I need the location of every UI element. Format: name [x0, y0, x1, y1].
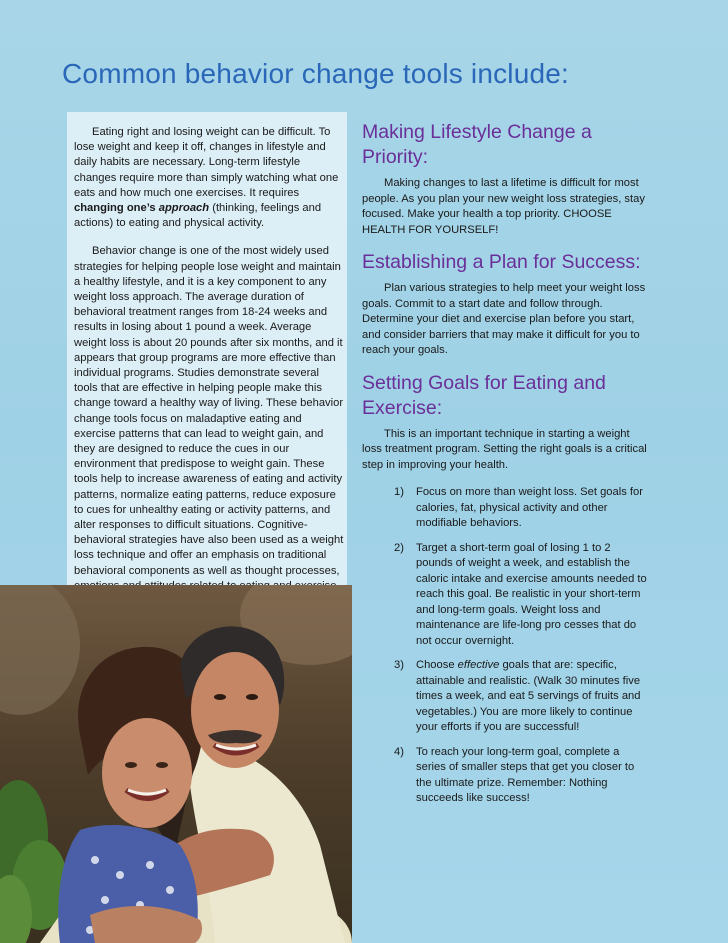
goal-item [362, 485, 647, 532]
goal-number: 3) [394, 659, 404, 671]
goal-number: 1) [394, 486, 404, 498]
heading-setting-goals: Setting Goals for Eating and Exercise: [362, 371, 606, 419]
couple-illustration [0, 585, 352, 943]
goal-item [362, 541, 647, 650]
page-title: Common behavior change tools include: [62, 58, 570, 89]
intro-paragraph [74, 125, 344, 231]
goal-text: To reach your long-term goal, complete a series of smaller steps that get you closer to the ultimate prize. Remember: Nothing succeeds like success! [416, 745, 635, 804]
intro-text-end: (thinking, feelings and actions) to eating and physical activity. [74, 202, 322, 230]
body-lifestyle-priority: Making changes to last a lifetime is difficult for most people. As you plan your new weight loss strategies, stay focused. Make your health a top priority. CHOOSE HEALTH FOR YOURSELF! [362, 177, 645, 236]
couple-photo [0, 585, 352, 943]
left-column [74, 125, 344, 622]
heading-lifestyle-priority: Making Lifestyle Change a Priority: [362, 121, 592, 168]
body-setting-goals: This is an important technique in starting a weight loss treatment program. Setting the right goals is a critical step in improving your health. [362, 427, 647, 471]
goal-text: Target a short-term goal of losing 1 to 2 pounds of weight a week, and establish the caloric intake and exercise amounts needed to reach this goal. Be realistic in your short-term and long-term goals. Weight loss and maintenance are life-long pro cesses that do not occur overnight. [416, 541, 647, 647]
right-column [362, 120, 647, 816]
body-plan-success: Plan various strategies to help meet your weight loss goals. Commit to a start date and follow through. Determine your diet and exercise plan before you start, and consider barriers that may make it difficult for you to reach your goals. [362, 282, 646, 356]
goal-item [362, 745, 647, 807]
goal-number: 4) [394, 745, 404, 758]
goal-text: Focus on more than weight loss. Set goals for calories, fat, physical activity and other modifiable behaviors. [416, 486, 643, 529]
intro-bold-phrase: changing one’s [74, 202, 159, 215]
heading-plan-success: Establishing a Plan for Success: [362, 251, 641, 273]
goal-item [362, 658, 647, 736]
goal-text-start: Choose [416, 659, 458, 671]
goal-list [362, 485, 647, 807]
intro-bold-italic-word: approach [158, 202, 210, 215]
goal-text-end: goals that are: specific, attainable and realistic. (Walk 30 minutes five times a week, and eat 5 servings of fruits and vegetables.) You are more likely to continue your efforts if you are successful! [416, 659, 641, 733]
goal-number: 2) [394, 541, 404, 554]
intro-text-start: Eating right and losing weight can be difficult. To lose weight and keep it off, changes in lifestyle and daily habits are necessary. Long-term lifestyle changes require more than simply watching what one eats and how much one exercises. It requires [74, 126, 339, 199]
goal-emphasis: effective [457, 659, 500, 671]
behavior-change-paragraph: Behavior change is one of the most widely used strategies for helping people lose weight and maintain a healthy lifestyle, and it is a key component to any weight loss approach. The average duration of behavioral treatment ranges from 18-24 weeks and results in losing about 1 pound a week. Average weight loss is about 20 pounds after six months, and it appears that group programs are more effective than individual programs. Studies demonstrate several tools that are effective in helping people make this change toward a healthy way of living. These behavior change tools focus on maladaptive eating and exercise patterns that can lead to weight gain, and they are designed to reduce the cues in our environment that predispose to weight gain. These tools help to increase awareness of eating and activity patterns, normalize eating patterns, reduce exposure to cues for unhealthy eating or activity patterns, and alter responses to difficult situations. Cognitive-behavioral strategies have also been used as a weight loss technique and offer an emphasis on traditional behavioral components as well as thought processes, [74, 245, 344, 577]
